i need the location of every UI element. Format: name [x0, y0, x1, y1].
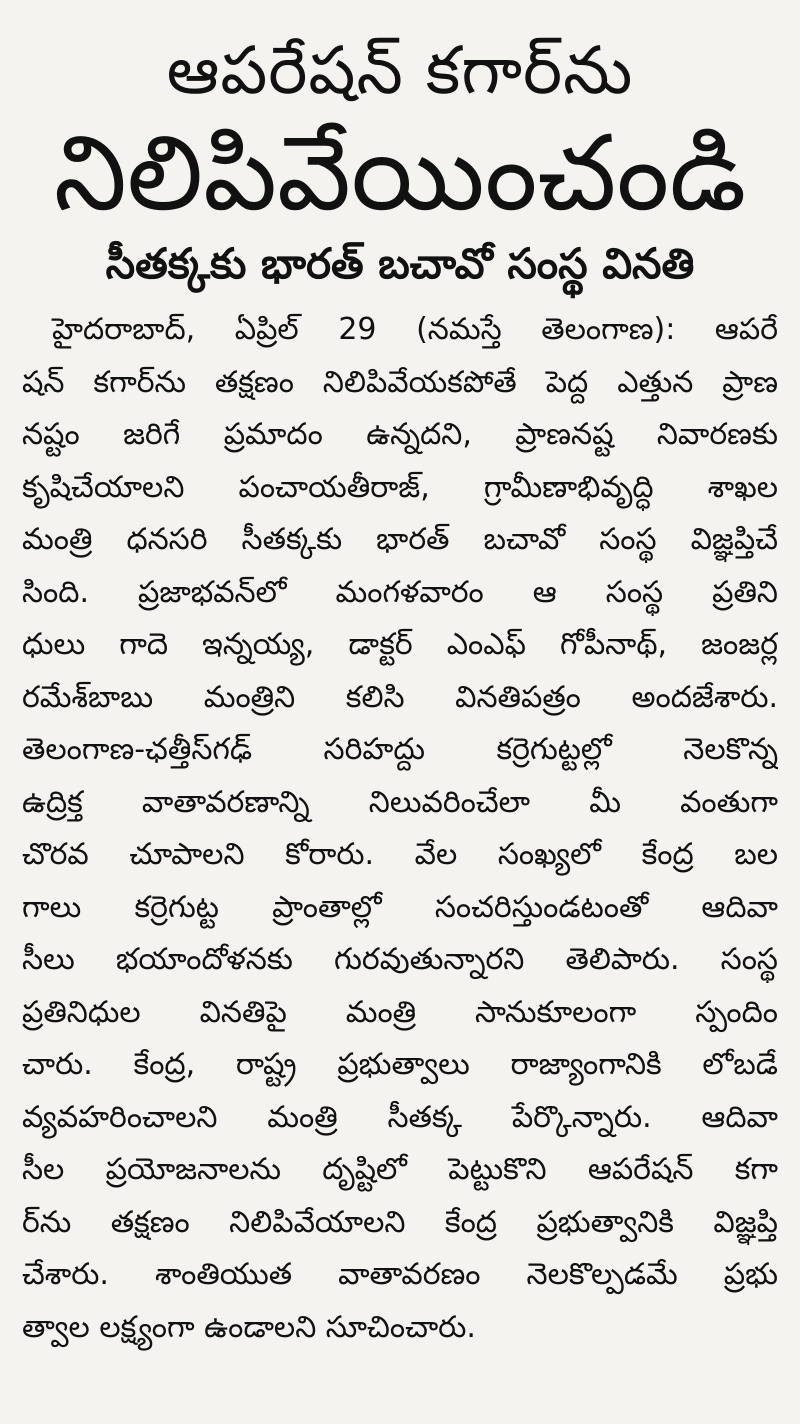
body-line: మంత్రి ధనసరి సీతక్కకు భారత్ బచావో సంస్థ విజ్ఞప్తిచే [22, 522, 778, 557]
body-line: చొరవ చూపాలని కోరారు. వేల సంఖ్యలో కేంద్ర బల [22, 837, 778, 872]
body-line: ప్రతినిధుల వినతిపై మంత్రి సానుకూలంగా స్పందిం [22, 994, 778, 1030]
body-line: కృషిచేయాలని పంచాయతీరాజ్, గ్రామీణాభివృద్ధి శాఖల [22, 469, 778, 505]
body-line: త్వాల లక్ష్యంగా ఉండాలని సూచించారు. [22, 1309, 476, 1345]
body-line: హైదరాబాద్, ఏప్రిల్ 29 (నమస్తే తెలంగాణ): ఆపరే [52, 312, 778, 347]
body-line: తెలంగాణ-ఛత్తీస్‌గఢ్ సరిహద్దు కర్రెగుట్టల్లో నెలకొన్న [22, 732, 778, 767]
body-line: సీలు భయాందోళనకు గురవుతున్నారని తెలిపారు. సంస్థ [22, 942, 778, 977]
body-line: ధులు గాదె ఇన్నయ్య, డాక్టర్ ఎంఎఫ్ గోపీనాథ్, జంజర్ల [22, 627, 778, 662]
body-line: షన్ కగార్‌ను తక్షణం నిలిపివేయకపోతే పెద్ద ఎత్తున ప్రాణ [22, 364, 778, 400]
headline-line-2: నిలిపివేయించండి [53, 112, 747, 234]
article-body [22, 304, 778, 1354]
body-line: ఉద్రిక్త వాతావరణాన్ని నిలువరించేలా మీ వంతుగా [22, 784, 778, 820]
headline-line-1: ఆపరేషన్ కగార్‌ను [166, 32, 634, 109]
body-line: నష్టం జరిగే ప్రమాదం ఉన్నదని, ప్రాణనష్ట నివారణకు [22, 417, 778, 452]
body-line: చేశారు. శాంతియుత వాతావరణం నెలకొల్పడమే ప్రభు [22, 1257, 778, 1292]
body-line: సీల ప్రయోజనాలను దృష్టిలో పెట్టుకొని ఆపరేషన్ కగా [22, 1152, 778, 1187]
body-line: గాలు కర్రెగుట్ట ప్రాంతాల్లో సంచరిస్తుండటంతో ఆదివా [22, 889, 778, 925]
body-line: రమేశ్‌బాబు మంత్రిని కలిసి వినతిపత్రం అందజేశారు. [22, 679, 778, 715]
body-line: వ్యవహరించాలని మంత్రి సీతక్క పేర్కొన్నారు. ఆదివా [22, 1099, 778, 1135]
body-line: చారు. కేంద్ర, రాష్ట్ర ప్రభుత్వాలు రాజ్యాంగానికి లోబడే [22, 1047, 778, 1082]
body-line: ర్‌ను తక్షణం నిలిపివేయాలని కేంద్ర ప్రభుత్వానికి విజ్ఞప్తి [22, 1204, 778, 1240]
subheadline: సీతక్కకు భారత్ బచావో సంస్థ వినతి [105, 239, 695, 288]
body-line: సింది. ప్రజాభవన్‌లో మంగళవారం ఆ సంస్థ ప్రతిని [22, 574, 778, 610]
